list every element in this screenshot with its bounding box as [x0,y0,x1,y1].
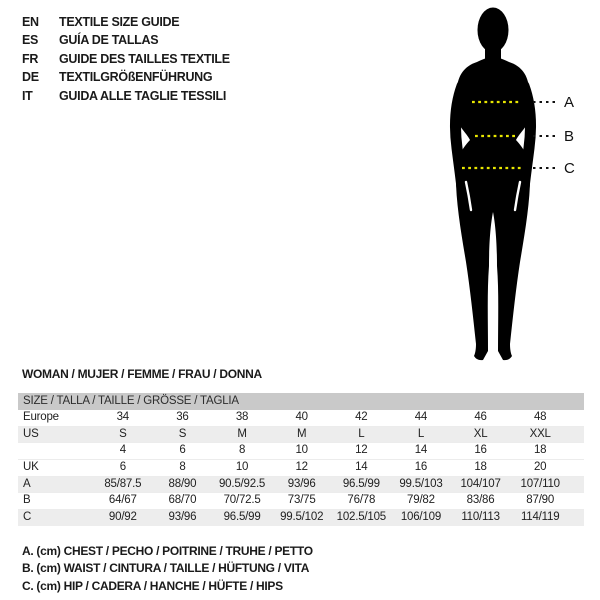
size-cell: 79/82 [407,494,435,507]
size-cell: 68/70 [168,494,197,507]
size-cell: 12 [295,461,308,474]
size-cell: 64/67 [108,494,137,507]
row-label: Europe [23,411,59,423]
size-cell: 6 [119,461,126,474]
size-cell: 36 [176,411,189,423]
size-cell: 99.5/102 [280,511,324,524]
language-code: IT [22,88,33,103]
row-label: UK [23,461,39,474]
language-title: GUIDE DES TAILLES TEXTILE [59,51,230,66]
size-cell: 14 [355,461,368,474]
size-cell: 14 [414,444,428,457]
size-cell: 16 [414,461,428,474]
size-cell: 107/110 [520,477,560,490]
size-cell: 70/72.5 [223,494,261,507]
size-table-header: SIZE / TALLA / TAILLE / GRÖSSE / TAGLIA [18,393,584,410]
size-cell: 40 [295,411,308,423]
size-cell: 34 [116,411,130,423]
size-cell: M [237,427,247,440]
table-row-c [18,510,584,526]
size-cell: XL [473,427,488,440]
size-cell: 88/90 [168,477,197,490]
table-row-uk [18,460,584,477]
size-cell: 96.5/99 [342,477,380,490]
size-cell: 10 [235,461,249,474]
language-code: ES [22,33,39,48]
size-cell: 4 [119,444,126,457]
woman-silhouette [455,8,532,361]
table-row-b [18,493,584,510]
size-cell: 104/107 [460,477,501,490]
size-cell: 85/87.5 [104,477,142,490]
size-cell: 38 [235,411,249,423]
size-cell: 99.5/103 [399,477,443,490]
language-row-de [22,68,230,86]
table-row-a [18,477,584,494]
size-cell: 42 [355,411,368,423]
size-cell: S [119,427,127,440]
language-code: DE [22,70,39,85]
measurement-notes [22,543,313,595]
size-cell: 90/92 [108,511,137,524]
size-cell: 20 [533,461,547,474]
size-cell: 90.5/92.5 [218,477,266,490]
size-cell: 44 [414,411,428,423]
section-title: WOMAN / MUJER / FEMME / FRAU / DONNA [22,367,262,381]
size-cell: S [178,427,187,440]
size-cell: L [358,427,365,440]
table-row-europe [18,410,584,427]
size-table-body [18,410,584,526]
size-cell: 96.5/99 [223,511,261,524]
size-cell: L [417,427,425,440]
language-row-it [22,87,230,105]
language-row-es [22,31,230,49]
size-cell: XXL [529,427,551,440]
size-cell: 18 [474,461,487,474]
size-cell: 8 [179,461,186,474]
size-cell: 16 [474,444,487,457]
row-label: A [23,477,31,490]
language-row-fr [22,50,230,68]
row-label: US [23,427,39,440]
language-title: TEXTILGRÖßENFÜHRUNG [59,70,213,85]
language-title: TEXTILE SIZE GUIDE [59,15,180,29]
row-label: C [23,511,32,524]
table-row-us [18,427,584,444]
waist-label: B [564,128,575,145]
size-cell: 12 [355,444,368,457]
size-cell: 10 [295,444,308,457]
hip-label: C [564,160,575,177]
size-cell: 114/119 [520,511,560,524]
language-title: GUÍA DE TALLAS [59,33,159,48]
size-cell: 110/113 [461,511,500,524]
language-row-en [22,13,230,31]
size-cell: 87/90 [526,494,555,507]
size-cell: 73/75 [287,494,316,507]
woman-silhouette-figure [410,0,600,372]
language-code: EN [22,15,39,29]
size-cell: 8 [238,444,246,457]
size-cell: 83/86 [466,494,495,507]
size-cell: 48 [533,411,547,423]
size-cell: 6 [179,444,186,457]
note-line-a: A. (cm) CHEST / PECHO / POITRINE / TRUHE / PETTO [22,544,313,558]
size-table [18,393,584,526]
size-cell: 46 [474,411,487,423]
size-cell: 102.5/105 [336,511,386,524]
note-line-b: B. (cm) WAIST / CINTURA / TAILLE / HÜFTUNG / VITA [22,561,310,576]
size-cell: 106/109 [400,511,442,524]
table-row [18,443,584,460]
size-cell: 76/78 [347,494,376,507]
size-cell: 93/96 [287,477,316,490]
size-cell: 93/96 [168,511,197,524]
chest-label: A [564,94,575,111]
language-title: GUIDA ALLE TAGLIE TESSILI [59,88,227,103]
size-cell: M [296,427,307,440]
row-label: B [23,494,31,507]
size-cell: 18 [533,444,547,457]
language-list [22,13,230,105]
note-line-c: C. (cm) HIP / CADERA / HANCHE / HÜFTE / HIPS [22,578,283,593]
language-code: FR [22,51,39,66]
